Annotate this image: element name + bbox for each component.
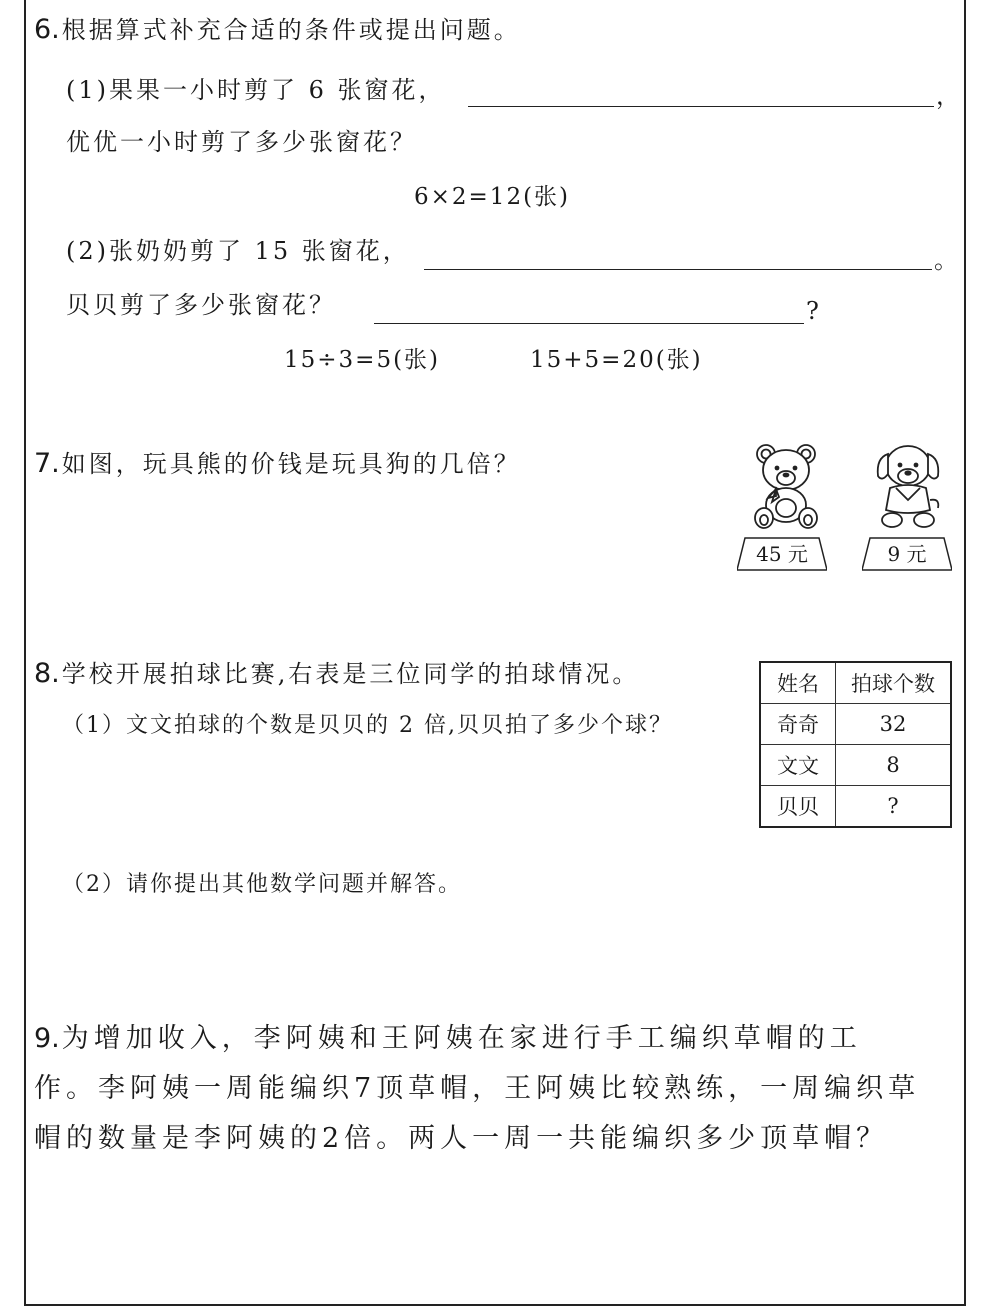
q6-part1-prefix: (1)果果一小时剪了 6 张窗花， bbox=[66, 76, 446, 104]
q6-part2-qmark: ? bbox=[806, 297, 822, 325]
ball-bounce-table bbox=[759, 661, 952, 828]
row-count: 32 bbox=[836, 704, 952, 745]
header-count: 拍球个数 bbox=[836, 662, 952, 704]
row-name: 文文 bbox=[760, 745, 836, 786]
row-count: 8 bbox=[836, 745, 952, 786]
row-name: 贝贝 bbox=[760, 786, 836, 828]
table-row bbox=[760, 704, 951, 745]
q6-number: 6. bbox=[34, 14, 60, 45]
q6-part2-formula-b: 15+5=20(张) bbox=[530, 347, 703, 373]
header-name: 姓名 bbox=[760, 662, 836, 704]
q6-part1-answer-blank[interactable] bbox=[468, 106, 934, 107]
q6-part1-comma: ， bbox=[936, 82, 963, 110]
q9-line3: 帽的数量是李阿姨的2倍。两人一周一共能编织多少顶草帽？ bbox=[34, 1123, 889, 1154]
q9-number: 9. bbox=[34, 1023, 60, 1054]
q8-part1: （1）文文拍球的个数是贝贝的 2 倍,贝贝拍了多少个球？ bbox=[62, 713, 673, 738]
q6-title: 根据算式补充合适的条件或提出问题。 bbox=[61, 16, 521, 44]
q6-title-line bbox=[34, 14, 521, 46]
table-row bbox=[760, 745, 951, 786]
q7-text: 如图，玩具熊的价钱是玩具狗的几倍？ bbox=[61, 450, 521, 478]
dog-price: 9 元 bbox=[887, 542, 927, 566]
q9-line2: 作。李阿姨一周能编织7顶草帽，王阿姨比较熟练，一周编织草 bbox=[34, 1073, 921, 1104]
row-name: 奇奇 bbox=[760, 704, 836, 745]
q8-number: 8. bbox=[34, 658, 60, 689]
q6-part1-question: 优优一小时剪了多少张窗花？ bbox=[66, 128, 417, 156]
toy-dog-icon bbox=[868, 440, 948, 532]
q6-part1-formula: 6×2=12(张) bbox=[414, 184, 571, 210]
q9-line1 bbox=[34, 1016, 862, 1062]
q9-line1-text: 为增加收入，李阿姨和王阿姨在家进行手工编织草帽的工 bbox=[61, 1023, 862, 1054]
q8-line bbox=[34, 658, 639, 690]
q7-number: 7. bbox=[34, 448, 60, 479]
q8-part2: （2）请你提出其他数学问题并解答。 bbox=[62, 872, 462, 897]
q6-part2-prefix: (2)张奶奶剪了 15 张窗花， bbox=[66, 237, 410, 265]
table-row bbox=[760, 786, 951, 828]
q7-line bbox=[34, 448, 521, 480]
q6-part2-formula-a: 15÷3=5(张) bbox=[284, 347, 441, 373]
q6-part2-period: 。 bbox=[934, 246, 961, 274]
q6-part2-question-blank[interactable] bbox=[374, 323, 804, 324]
bear-price-tag bbox=[737, 536, 827, 572]
teddy-bear-icon bbox=[746, 440, 826, 532]
dog-price-tag bbox=[862, 536, 952, 572]
row-count: ? bbox=[836, 786, 952, 828]
table-header-row bbox=[760, 662, 951, 704]
q8-text: 学校开展拍球比赛,右表是三位同学的拍球情况。 bbox=[61, 660, 640, 688]
q6-part2-question: 贝贝剪了多少张窗花？ bbox=[66, 291, 336, 319]
q6-part2-condition-blank[interactable] bbox=[424, 269, 932, 270]
bear-price: 45 元 bbox=[756, 542, 808, 566]
